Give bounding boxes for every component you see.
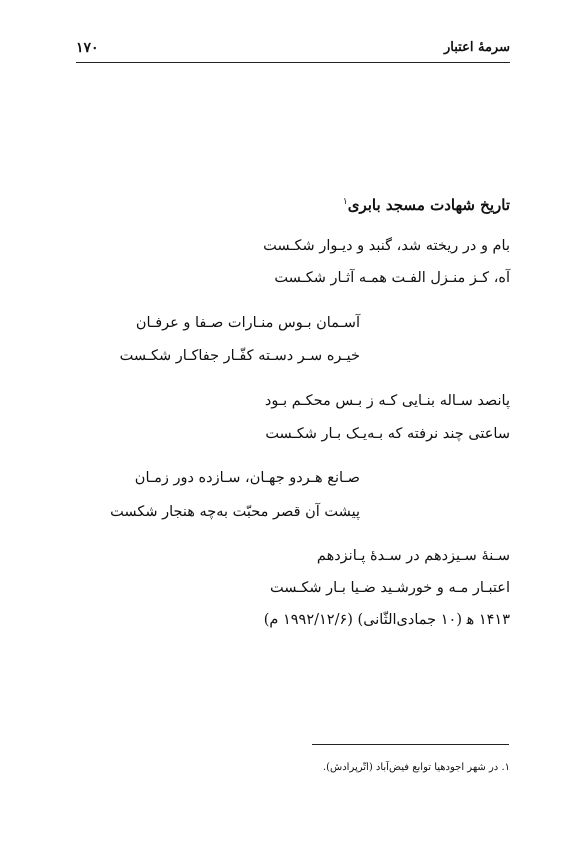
running-header [76,36,510,63]
book-title: سرمهٔ اعتبار [444,40,510,55]
poem-line: آه، کـز منـزل الفـت همـه آثـار شکـست [274,270,510,286]
poem-title [343,196,510,214]
poem-line: پانصد سـاله بنـایی کـه ز بـس محکـم بـود [264,393,510,409]
poem-line: آسـمان بـوس منـارات صـفا و عرفـان [135,315,360,331]
poem-line: صـانع هـردو جهـان، سـازده دور زمـان [134,470,360,486]
poem-line: بام و در ریخته شد، گنبد و دیـوار شکـست [263,238,510,254]
footnote-marker: ۱ [342,197,348,207]
page-number: ۱۷۰ [76,40,99,56]
poem-line: پیشت آن قصر محبّت به‌چه هنجار شکست [110,504,360,520]
poem-line: ساعتی چند نرفته که بـه‌یـک بـار شکـست [265,426,510,442]
poem-line: سـنهٔ سـیزدهم در سـدهٔ پـانزدهم [316,548,510,564]
poem-line: خیـره سـر دسـته کفّـار جفاکـار شکـست [119,348,360,364]
footnote-rule [312,744,509,745]
date-line: ۱۴۱۳ ﻫ (۱۰ جمادی‌الثّانی) (۱۹۹۲/۱۲/۶ م) [263,612,510,628]
poem-title-text: تاریخ شهادت مسجد بابری [347,196,510,214]
poem-line: اعتبـار مـه و خورشـید ضـیا بـار شکـست [269,580,510,596]
footnote: ۱. در شهر اجودهیا توابع فیض‌آباد (اتّرپرادش). [322,762,510,773]
